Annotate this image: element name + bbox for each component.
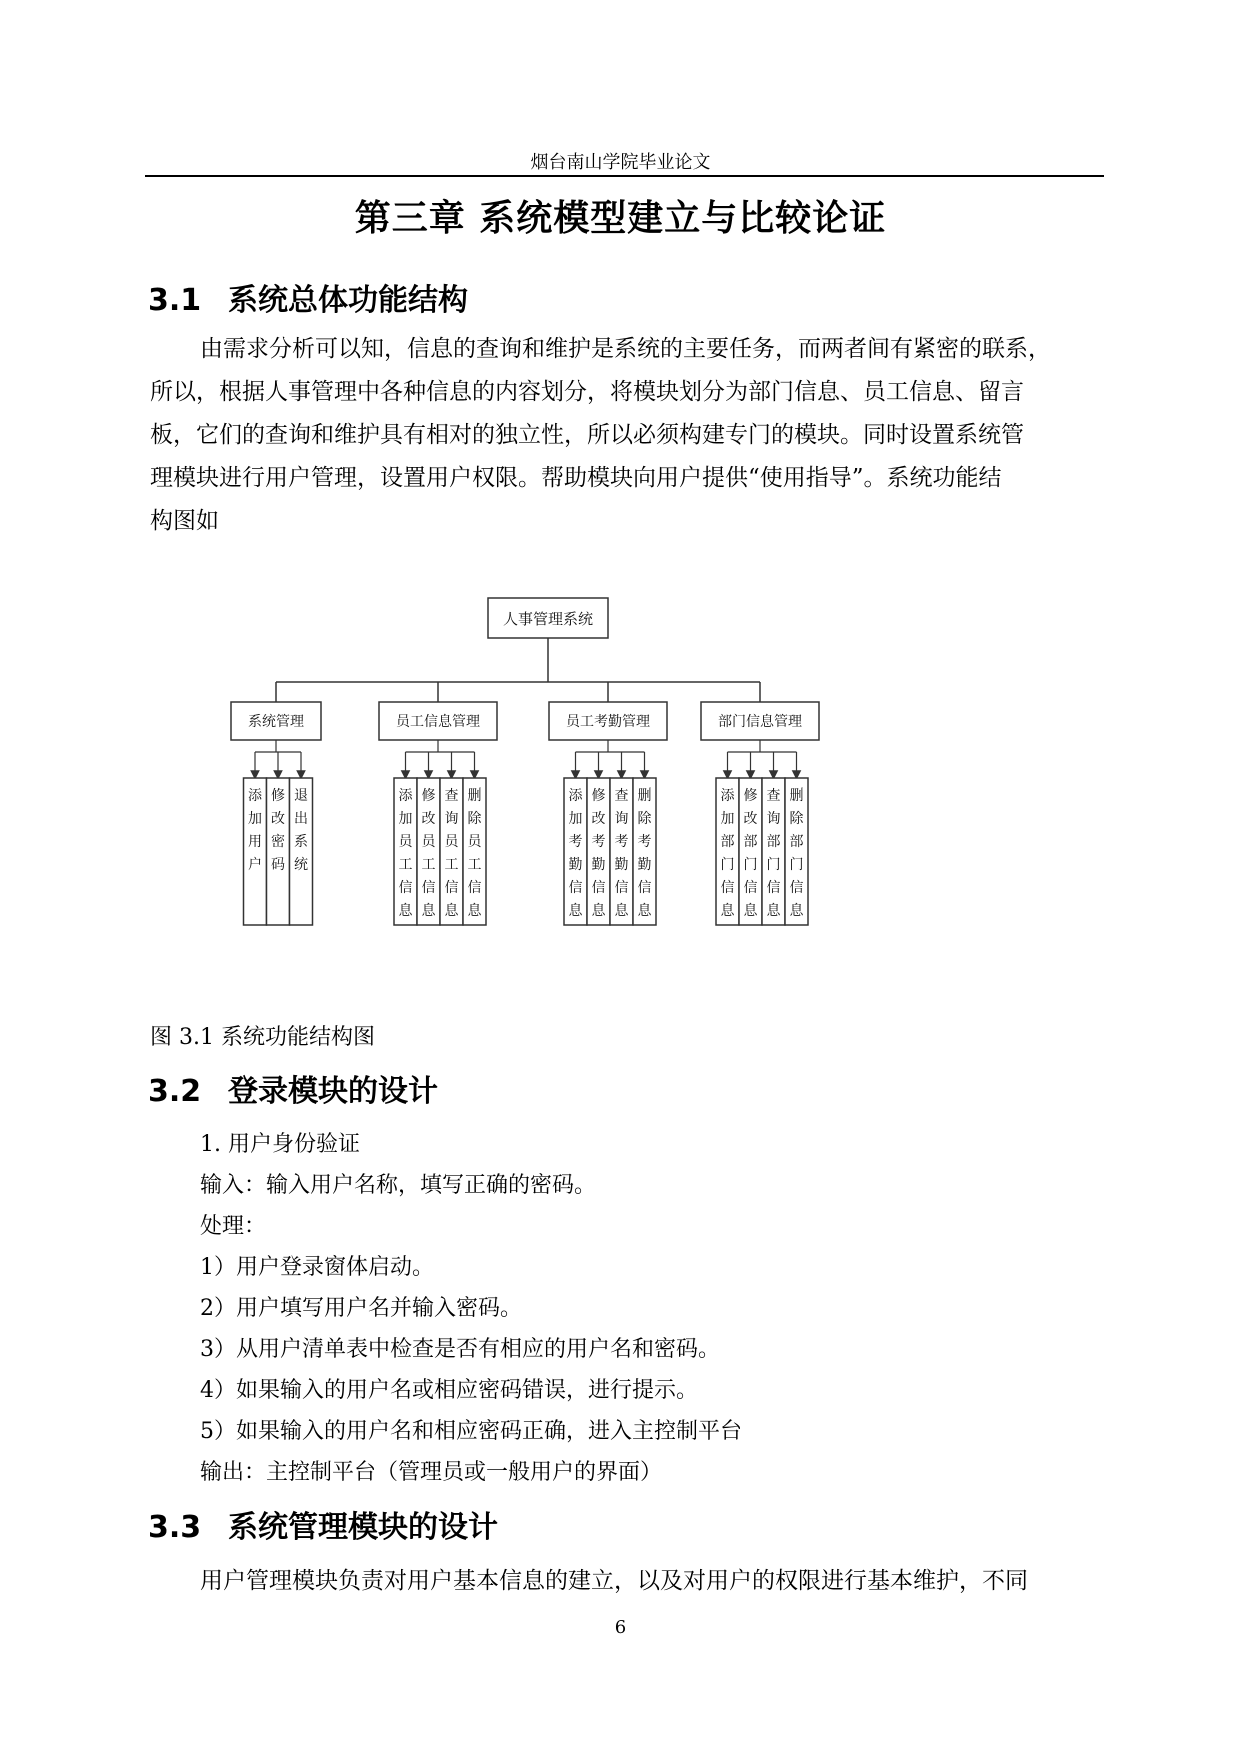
section-number: 3.1 (148, 283, 202, 318)
child-label-char: 员 (467, 834, 482, 850)
body-line: 处理： (200, 1214, 267, 1239)
child-label-char: 除 (637, 811, 652, 827)
child-label-char: 息 (743, 903, 758, 919)
child-label-char: 信 (444, 880, 459, 896)
page-number: 6 (614, 1617, 627, 1638)
child-label-char: 部 (766, 834, 781, 850)
body-line: 1. 用户身份验证 (200, 1132, 360, 1157)
figure-caption: 图 3.1 系统功能结构图 (150, 1025, 375, 1050)
paragraph-line: 用户管理模块负责对用户基本信息的建立，以及对用户的权限进行基本维护，不同 (200, 1568, 1028, 1594)
child-label-char: 删 (637, 788, 652, 804)
child-label-char: 修 (271, 788, 285, 804)
child-label-char: 员 (444, 834, 459, 850)
child-label-char: 退 (294, 788, 308, 804)
module-label: 员工信息管理 (396, 714, 480, 730)
child-label-char: 统 (294, 857, 308, 873)
child-label-char: 息 (444, 903, 459, 919)
child-label-char: 改 (271, 811, 285, 827)
paragraph-line: 由需求分析可以知，信息的查询和维护是系统的主要任务，而两者间有紧密的联系， (200, 336, 1051, 362)
child-label-char: 加 (398, 811, 413, 827)
child-label-char: 系 (294, 834, 308, 850)
child-label-char: 信 (743, 880, 758, 896)
child-label-char: 部 (789, 834, 804, 850)
child-label-char: 添 (398, 788, 413, 804)
child-label-char: 考 (568, 834, 583, 850)
child-label-char: 勤 (614, 857, 629, 873)
child-label-char: 询 (444, 811, 459, 827)
child-label-char: 考 (614, 834, 629, 850)
child-label-char: 改 (421, 811, 436, 827)
child-label-char: 勤 (591, 857, 606, 873)
child-label-char: 删 (467, 788, 482, 804)
body-line: 1）用户登录窗体启动。 (200, 1255, 434, 1280)
child-label-char: 密 (271, 834, 285, 850)
child-label-char: 息 (720, 903, 735, 919)
child-label-char: 部 (743, 834, 758, 850)
child-label-char: 考 (591, 834, 606, 850)
paragraph-line: 所以，根据人事管理中各种信息的内容划分，将模块划分为部门信息、员工信息、留言 (150, 379, 1024, 405)
child-label-char: 码 (271, 857, 285, 873)
child-label-char: 信 (766, 880, 781, 896)
section-heading-3-2 (148, 1066, 438, 1110)
section-number: 3.3 (148, 1510, 202, 1545)
child-label-char: 信 (467, 880, 482, 896)
child-label-char: 门 (789, 857, 804, 873)
child-label-char: 信 (421, 880, 436, 896)
running-header: 烟台南山学院毕业论文 (530, 152, 711, 173)
child-label-char: 门 (743, 857, 758, 873)
child-label-char: 工 (467, 857, 482, 873)
child-label-char: 门 (720, 857, 735, 873)
child-label-char: 修 (743, 788, 758, 804)
body-line: 输出：主控制平台（管理员或一般用户的界面） (200, 1460, 663, 1485)
child-label-char: 用 (248, 834, 262, 850)
function-structure-diagram (148, 530, 998, 1010)
child-label-char: 息 (637, 903, 652, 919)
child-label-char: 查 (766, 788, 781, 804)
child-label-char: 询 (766, 811, 781, 827)
child-label-char: 询 (614, 811, 629, 827)
module-label: 员工考勤管理 (566, 714, 650, 730)
section-title: 登录模块的设计 (228, 1074, 438, 1109)
child-label-char: 信 (637, 880, 652, 896)
child-label-char: 出 (294, 811, 308, 827)
child-label-char: 除 (467, 811, 482, 827)
child-label-char: 息 (614, 903, 629, 919)
section-title: 系统管理模块的设计 (228, 1510, 498, 1545)
child-label-char: 加 (720, 811, 735, 827)
body-line: 5）如果输入的用户名和相应密码正确，进入主控制平台 (200, 1419, 742, 1444)
child-label-char: 息 (398, 903, 413, 919)
module-label: 系统管理 (248, 714, 304, 730)
child-label-char: 信 (591, 880, 606, 896)
section-heading-3-1 (148, 275, 468, 319)
child-label-char: 工 (421, 857, 436, 873)
child-label-char: 修 (591, 788, 606, 804)
child-label-char: 息 (591, 903, 606, 919)
child-label-char: 门 (766, 857, 781, 873)
chapter-title: 第三章 系统模型建立与比较论证 (354, 198, 887, 239)
child-label-char: 息 (467, 903, 482, 919)
root-label: 人事管理系统 (502, 610, 594, 628)
section-number: 3.2 (148, 1074, 202, 1109)
child-label-char: 添 (720, 788, 735, 804)
section-title: 系统总体功能结构 (228, 283, 468, 318)
child-label-char: 息 (421, 903, 436, 919)
child-label-char: 部 (720, 834, 735, 850)
child-label-char: 改 (743, 811, 758, 827)
child-label-char: 考 (637, 834, 652, 850)
child-label-char: 加 (568, 811, 583, 827)
child-label-char: 息 (568, 903, 583, 919)
child-label-char: 息 (766, 903, 781, 919)
child-label-char: 员 (421, 834, 436, 850)
child-label-char: 修 (421, 788, 436, 804)
child-label-char: 信 (720, 880, 735, 896)
body-line: 4）如果输入的用户名或相应密码错误，进行提示。 (200, 1378, 698, 1403)
child-label-char: 信 (614, 880, 629, 896)
child-label-char: 信 (568, 880, 583, 896)
child-label-char: 工 (444, 857, 459, 873)
child-label-char: 勤 (568, 857, 583, 873)
child-label-char: 查 (444, 788, 459, 804)
child-label-char: 息 (789, 903, 804, 919)
child-label-char: 删 (789, 788, 804, 804)
diagram-svg (148, 530, 998, 1010)
body-line: 3）从用户清单表中检查是否有相应的用户名和密码。 (200, 1337, 720, 1362)
child-label-char: 除 (789, 811, 804, 827)
paragraph-line: 板，它们的查询和维护具有相对的独立性，所以必须构建专门的模块。同时设置系统管 (150, 422, 1024, 448)
section-heading-3-3 (148, 1502, 498, 1546)
body-line: 输入：输入用户名称，填写正确的密码。 (200, 1173, 597, 1198)
body-line: 2）用户填写用户名并输入密码。 (200, 1296, 522, 1321)
header-rule (145, 175, 1104, 177)
paragraph-line: 理模块进行用户管理，设置用户权限。帮助模块向用户提供“使用指导”。系统功能结 (150, 465, 1002, 491)
child-label-char: 户 (248, 857, 262, 873)
paragraph-line: 构图如 (150, 508, 219, 534)
child-label-char: 添 (568, 788, 583, 804)
child-label-char: 添 (248, 788, 262, 804)
child-label-char: 信 (789, 880, 804, 896)
child-label-char: 加 (248, 811, 262, 827)
child-label-char: 查 (614, 788, 629, 804)
child-label-char: 信 (398, 880, 413, 896)
module-label: 部门信息管理 (718, 714, 802, 730)
child-label-char: 改 (591, 811, 606, 827)
child-label-char: 员 (398, 834, 413, 850)
child-label-char: 工 (398, 857, 413, 873)
child-label-char: 勤 (637, 857, 652, 873)
